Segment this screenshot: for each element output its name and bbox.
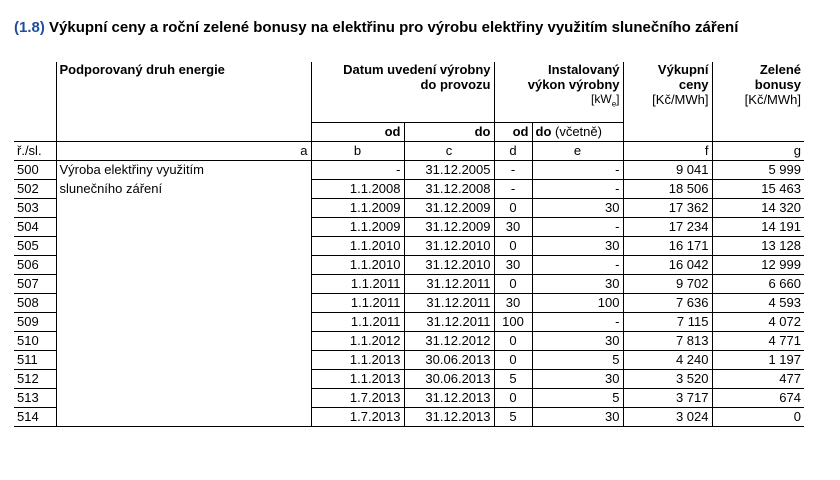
energy-type-cell xyxy=(56,370,311,389)
green-bonus-cell: 15 463 xyxy=(712,180,804,199)
date-from-cell: 1.1.2013 xyxy=(311,370,404,389)
purchase-price-cell: 17 362 xyxy=(623,199,712,218)
purchase-price-cell: 9 702 xyxy=(623,275,712,294)
date-from-cell: 1.7.2013 xyxy=(311,408,404,427)
col-header-green-bonus: Zelené bonusy [Kč/MWh] xyxy=(744,62,801,107)
date-from-cell: 1.1.2009 xyxy=(311,218,404,237)
purchase-price-cell: 4 240 xyxy=(623,351,712,370)
energy-type-cell xyxy=(56,408,311,427)
date-to-cell: 31.12.2010 xyxy=(404,256,494,275)
green-bonus-cell: 4 771 xyxy=(712,332,804,351)
green-bonus-cell: 13 128 xyxy=(712,237,804,256)
power-from-cell: 30 xyxy=(494,294,532,313)
date-from-cell: 1.7.2013 xyxy=(311,389,404,408)
date-to-cell: 31.12.2011 xyxy=(404,313,494,332)
power-from-cell: 0 xyxy=(494,332,532,351)
power-to-cell: - xyxy=(532,161,623,180)
table-row xyxy=(14,351,804,370)
table-row xyxy=(14,161,804,180)
power-from-cell: 30 xyxy=(494,218,532,237)
date-to-cell: 31.12.2008 xyxy=(404,180,494,199)
row-number: 505 xyxy=(14,237,56,256)
date-from-cell: 1.1.2009 xyxy=(311,199,404,218)
purchase-price-cell: 16 042 xyxy=(623,256,712,275)
purchase-price-cell: 17 234 xyxy=(623,218,712,237)
table-row xyxy=(14,370,804,389)
power-from-cell: 0 xyxy=(494,237,532,256)
purchase-price-cell: 7 813 xyxy=(623,332,712,351)
table-row xyxy=(14,332,804,351)
col-header-commissioning-date: Datum uvedení výrobny do provozu xyxy=(311,62,494,123)
green-bonus-cell: 674 xyxy=(712,389,804,408)
col-header-purchase-price: Výkupní ceny [Kč/MWh] xyxy=(623,62,712,123)
heading-number: (1.8) xyxy=(14,19,45,36)
label-from: od xyxy=(494,123,532,142)
energy-type-cell xyxy=(56,256,311,275)
power-from-cell: 0 xyxy=(494,351,532,370)
installed-power-unit: $[kW_e]$ xyxy=(591,92,620,109)
date-to-cell: 31.12.2005 xyxy=(404,161,494,180)
green-bonus-cell: 4 593 xyxy=(712,294,804,313)
green-bonus-cell: 6 660 xyxy=(712,275,804,294)
power-to-cell: 30 xyxy=(532,199,623,218)
energy-type-cell: slunečního záření xyxy=(56,180,311,199)
date-to-cell: 31.12.2012 xyxy=(404,332,494,351)
date-to-cell: 31.12.2009 xyxy=(404,199,494,218)
date-from-cell: 1.1.2012 xyxy=(311,332,404,351)
purchase-price-cell: 7 115 xyxy=(623,313,712,332)
row-number: 500 xyxy=(14,161,56,180)
power-to-cell: 5 xyxy=(532,351,623,370)
row-number: 507 xyxy=(14,275,56,294)
purchase-price-cell: 16 171 xyxy=(623,237,712,256)
energy-type-cell xyxy=(56,294,311,313)
row-number: 506 xyxy=(14,256,56,275)
power-from-cell: 5 xyxy=(494,370,532,389)
green-bonus-cell: 14 320 xyxy=(712,199,804,218)
date-to-cell: 31.12.2011 xyxy=(404,294,494,313)
green-bonus-cell: 12 999 xyxy=(712,256,804,275)
date-from-cell: 1.1.2011 xyxy=(311,275,404,294)
power-to-cell: 5 xyxy=(532,389,623,408)
table-row xyxy=(14,199,804,218)
row-number: 509 xyxy=(14,313,56,332)
date-to-cell: 31.12.2013 xyxy=(404,389,494,408)
table-row xyxy=(14,275,804,294)
date-from-cell: 1.1.2010 xyxy=(311,256,404,275)
purchase-price-cell: 3 717 xyxy=(623,389,712,408)
header-row-from-to xyxy=(14,123,804,142)
date-to-cell: 31.12.2009 xyxy=(404,218,494,237)
power-from-cell: 30 xyxy=(494,256,532,275)
power-to-cell: - xyxy=(532,313,623,332)
date-to-cell: 31.12.2010 xyxy=(404,237,494,256)
power-to-cell: 30 xyxy=(532,275,623,294)
date-to-cell: 30.06.2013 xyxy=(404,351,494,370)
row-number: 511 xyxy=(14,351,56,370)
date-to-cell: 31.12.2011 xyxy=(404,275,494,294)
power-from-cell: 0 xyxy=(494,389,532,408)
row-number: 513 xyxy=(14,389,56,408)
power-to-cell: 30 xyxy=(532,408,623,427)
label-from: od xyxy=(311,123,404,142)
energy-type-cell xyxy=(56,199,311,218)
row-label-header: ř./sl. xyxy=(14,142,56,161)
table-row xyxy=(14,313,804,332)
table-row xyxy=(14,294,804,313)
energy-type-cell xyxy=(56,237,311,256)
date-from-cell: 1.1.2013 xyxy=(311,351,404,370)
label-to: do xyxy=(404,123,494,142)
purchase-price-cell: 18 506 xyxy=(623,180,712,199)
date-to-cell: 30.06.2013 xyxy=(404,370,494,389)
power-to-cell: 30 xyxy=(532,332,623,351)
date-from-cell: 1.1.2011 xyxy=(311,313,404,332)
table-row xyxy=(14,237,804,256)
energy-type-cell xyxy=(56,218,311,237)
green-bonus-cell: 1 197 xyxy=(712,351,804,370)
date-to-cell: 31.12.2013 xyxy=(404,408,494,427)
energy-type-cell xyxy=(56,351,311,370)
col-header-energy-type: Podporovaný druh energie xyxy=(56,62,311,123)
row-number: 510 xyxy=(14,332,56,351)
row-number: 514 xyxy=(14,408,56,427)
document-heading xyxy=(14,19,826,36)
green-bonus-cell: 14 191 xyxy=(712,218,804,237)
table-row xyxy=(14,389,804,408)
table-row xyxy=(14,180,804,199)
purchase-price-cell: 3 520 xyxy=(623,370,712,389)
green-bonus-cell: 0 xyxy=(712,408,804,427)
row-number: 502 xyxy=(14,180,56,199)
power-to-cell: 30 xyxy=(532,370,623,389)
power-from-cell: 5 xyxy=(494,408,532,427)
label-to-inclusive: do (včetně) xyxy=(532,123,623,142)
row-number: 503 xyxy=(14,199,56,218)
purchase-price-cell: 9 041 xyxy=(623,161,712,180)
power-to-cell: - xyxy=(532,218,623,237)
energy-type-cell: Výroba elektřiny využitím xyxy=(56,161,311,180)
table-row xyxy=(14,408,804,427)
energy-type-cell xyxy=(56,389,311,408)
green-bonus-cell: 5 999 xyxy=(712,161,804,180)
power-from-cell: 0 xyxy=(494,199,532,218)
purchase-price-cell: 7 636 xyxy=(623,294,712,313)
power-from-cell: 100 xyxy=(494,313,532,332)
date-from-cell: 1.1.2010 xyxy=(311,237,404,256)
date-from-cell: 1.1.2011 xyxy=(311,294,404,313)
date-from-cell: 1.1.2008 xyxy=(311,180,404,199)
price-table xyxy=(14,62,804,427)
row-number: 508 xyxy=(14,294,56,313)
header-row-titles xyxy=(14,62,804,123)
power-to-cell: 30 xyxy=(532,237,623,256)
purchase-price-cell: 3 024 xyxy=(623,408,712,427)
row-number: 512 xyxy=(14,370,56,389)
energy-type-cell xyxy=(56,313,311,332)
power-from-cell: - xyxy=(494,161,532,180)
row-number: 504 xyxy=(14,218,56,237)
energy-type-cell xyxy=(56,275,311,294)
header-row-letters: ř./sl. a b c d e f g xyxy=(14,142,804,161)
col-header-installed-power: Instalovaný výkon výrobny $[kW_e]$ xyxy=(494,62,623,123)
power-from-cell: 0 xyxy=(494,275,532,294)
power-to-cell: - xyxy=(532,180,623,199)
power-from-cell: - xyxy=(494,180,532,199)
green-bonus-cell: 4 072 xyxy=(712,313,804,332)
green-bonus-cell: 477 xyxy=(712,370,804,389)
heading-text: Výkupní ceny a roční zelené bonusy na elektřinu pro výrobu elektřiny využitím slunečního záření xyxy=(44,19,739,36)
date-from-cell: - xyxy=(311,161,404,180)
power-to-cell: - xyxy=(532,256,623,275)
table-row xyxy=(14,256,804,275)
energy-type-cell xyxy=(56,332,311,351)
table-row xyxy=(14,218,804,237)
power-to-cell: 100 xyxy=(532,294,623,313)
